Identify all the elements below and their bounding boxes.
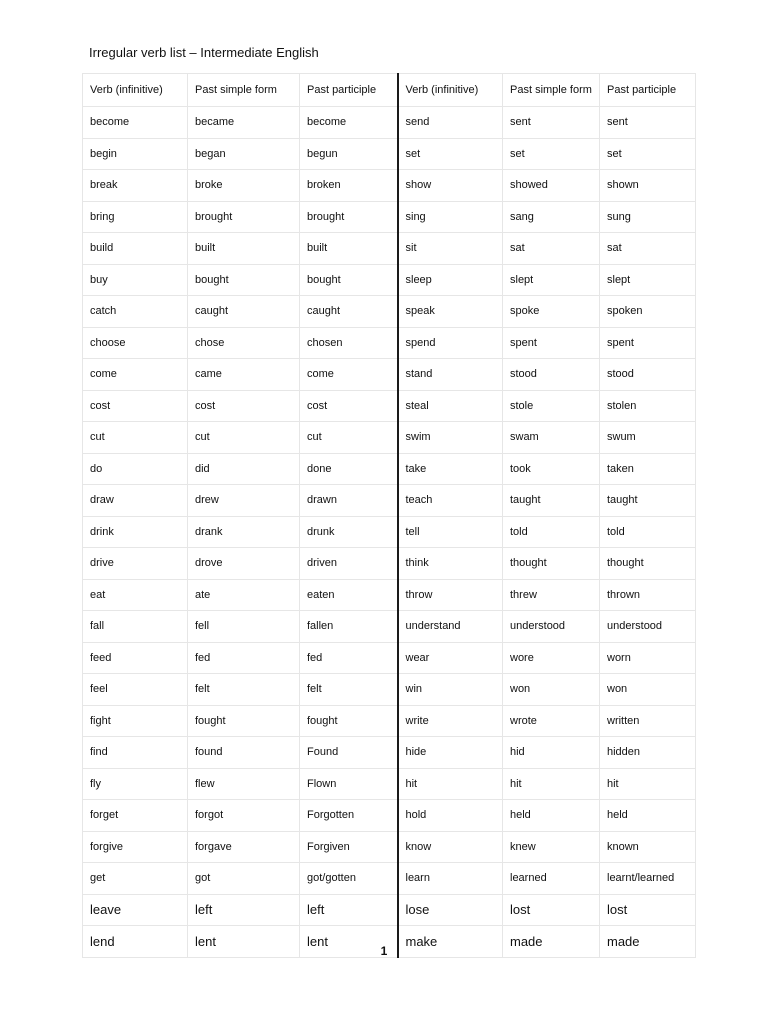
table-row: [83, 138, 696, 170]
cell-past-simple: sang: [503, 201, 600, 233]
cell-verb-infinitive: stand: [398, 359, 503, 391]
cell-verb-infinitive: sing: [398, 201, 503, 233]
cell-past-participle: shown: [600, 170, 696, 202]
table-row: [83, 894, 696, 926]
cell-past-simple: fell: [188, 611, 300, 643]
cell-verb-infinitive: sleep: [398, 264, 503, 296]
cell-past-participle: set: [600, 138, 696, 170]
cell-verb-infinitive: learn: [398, 863, 503, 895]
cell-past-simple: flew: [188, 768, 300, 800]
verb-table-container: [82, 73, 695, 958]
cell-verb-infinitive: catch: [83, 296, 188, 328]
cell-past-participle: fought: [300, 705, 398, 737]
cell-verb-infinitive: lend: [83, 926, 188, 958]
table-row: [83, 642, 696, 674]
cell-past-participle: held: [600, 800, 696, 832]
table-row: [83, 705, 696, 737]
cell-past-simple: forgot: [188, 800, 300, 832]
cell-past-participle: thought: [600, 548, 696, 580]
cell-past-participle: done: [300, 453, 398, 485]
cell-past-simple: broke: [188, 170, 300, 202]
cell-past-participle: hidden: [600, 737, 696, 769]
table-row: [83, 800, 696, 832]
cell-past-simple: cut: [188, 422, 300, 454]
cell-past-participle: Forgiven: [300, 831, 398, 863]
cell-verb-infinitive: write: [398, 705, 503, 737]
table-row: [83, 737, 696, 769]
cell-past-participle: sat: [600, 233, 696, 265]
cell-past-simple: stood: [503, 359, 600, 391]
page-number: 1: [380, 944, 388, 958]
cell-past-participle: swum: [600, 422, 696, 454]
cell-past-participle: understood: [600, 611, 696, 643]
column-header-past-simple: Past simple form: [503, 74, 600, 107]
cell-verb-infinitive: swim: [398, 422, 503, 454]
cell-past-participle: spoken: [600, 296, 696, 328]
cell-past-participle: cut: [300, 422, 398, 454]
cell-past-participle: drawn: [300, 485, 398, 517]
cell-past-participle: made: [600, 926, 696, 958]
cell-past-simple: lent: [188, 926, 300, 958]
column-header-verb-infinitive: Verb (infinitive): [83, 74, 188, 107]
cell-past-simple: cost: [188, 390, 300, 422]
cell-verb-infinitive: do: [83, 453, 188, 485]
cell-past-participle: Found: [300, 737, 398, 769]
cell-past-simple: got: [188, 863, 300, 895]
cell-past-simple: took: [503, 453, 600, 485]
cell-verb-infinitive: set: [398, 138, 503, 170]
cell-past-simple: fought: [188, 705, 300, 737]
cell-past-simple: held: [503, 800, 600, 832]
table-row: [83, 264, 696, 296]
cell-past-participle: sung: [600, 201, 696, 233]
cell-past-simple: became: [188, 107, 300, 139]
cell-past-simple: hid: [503, 737, 600, 769]
cell-past-participle: caught: [300, 296, 398, 328]
cell-past-simple: fed: [188, 642, 300, 674]
cell-past-participle: begun: [300, 138, 398, 170]
cell-verb-infinitive: fly: [83, 768, 188, 800]
cell-past-participle: brought: [300, 201, 398, 233]
cell-past-participle: become: [300, 107, 398, 139]
table-row: [83, 548, 696, 580]
cell-verb-infinitive: send: [398, 107, 503, 139]
cell-past-participle: eaten: [300, 579, 398, 611]
cell-past-simple: set: [503, 138, 600, 170]
cell-past-simple: chose: [188, 327, 300, 359]
cell-past-simple: forgave: [188, 831, 300, 863]
table-header-row: [83, 74, 696, 107]
cell-verb-infinitive: feed: [83, 642, 188, 674]
cell-verb-infinitive: spend: [398, 327, 503, 359]
cell-verb-infinitive: fall: [83, 611, 188, 643]
table-row: [83, 359, 696, 391]
cell-verb-infinitive: steal: [398, 390, 503, 422]
cell-verb-infinitive: hide: [398, 737, 503, 769]
cell-verb-infinitive: get: [83, 863, 188, 895]
cell-past-participle: broken: [300, 170, 398, 202]
cell-past-simple: spoke: [503, 296, 600, 328]
cell-past-simple: drove: [188, 548, 300, 580]
cell-verb-infinitive: choose: [83, 327, 188, 359]
cell-verb-infinitive: tell: [398, 516, 503, 548]
cell-verb-infinitive: eat: [83, 579, 188, 611]
cell-past-simple: began: [188, 138, 300, 170]
table-row: [83, 201, 696, 233]
cell-past-participle: thrown: [600, 579, 696, 611]
table-row: [83, 579, 696, 611]
cell-past-participle: bought: [300, 264, 398, 296]
cell-verb-infinitive: hit: [398, 768, 503, 800]
cell-past-participle: chosen: [300, 327, 398, 359]
cell-past-participle: got/gotten: [300, 863, 398, 895]
cell-verb-infinitive: teach: [398, 485, 503, 517]
cell-past-simple: found: [188, 737, 300, 769]
cell-past-participle: taken: [600, 453, 696, 485]
cell-past-simple: felt: [188, 674, 300, 706]
cell-verb-infinitive: take: [398, 453, 503, 485]
cell-past-participle: fed: [300, 642, 398, 674]
table-row: [83, 453, 696, 485]
cell-verb-infinitive: forget: [83, 800, 188, 832]
column-header-past-simple: Past simple form: [188, 74, 300, 107]
cell-past-participle: told: [600, 516, 696, 548]
cell-past-simple: swam: [503, 422, 600, 454]
cell-past-simple: built: [188, 233, 300, 265]
cell-past-participle: Flown: [300, 768, 398, 800]
table-row: [83, 296, 696, 328]
table-row: [83, 107, 696, 139]
cell-verb-infinitive: lose: [398, 894, 503, 926]
cell-verb-infinitive: forgive: [83, 831, 188, 863]
table-row: [83, 611, 696, 643]
cell-verb-infinitive: bring: [83, 201, 188, 233]
cell-verb-infinitive: break: [83, 170, 188, 202]
cell-verb-infinitive: show: [398, 170, 503, 202]
table-row: [83, 170, 696, 202]
cell-past-simple: came: [188, 359, 300, 391]
cell-verb-infinitive: understand: [398, 611, 503, 643]
cell-verb-infinitive: build: [83, 233, 188, 265]
cell-past-participle: come: [300, 359, 398, 391]
cell-past-simple: made: [503, 926, 600, 958]
cell-past-simple: sat: [503, 233, 600, 265]
cell-verb-infinitive: wear: [398, 642, 503, 674]
cell-past-participle: drunk: [300, 516, 398, 548]
cell-verb-infinitive: think: [398, 548, 503, 580]
cell-verb-infinitive: buy: [83, 264, 188, 296]
cell-past-participle: left: [300, 894, 398, 926]
cell-past-simple: thought: [503, 548, 600, 580]
cell-verb-infinitive: sit: [398, 233, 503, 265]
cell-past-simple: drew: [188, 485, 300, 517]
cell-past-simple: wrote: [503, 705, 600, 737]
cell-past-simple: bought: [188, 264, 300, 296]
cell-past-participle: driven: [300, 548, 398, 580]
cell-verb-infinitive: draw: [83, 485, 188, 517]
cell-verb-infinitive: drink: [83, 516, 188, 548]
cell-past-simple: left: [188, 894, 300, 926]
cell-past-simple: taught: [503, 485, 600, 517]
cell-past-simple: understood: [503, 611, 600, 643]
cell-verb-infinitive: cost: [83, 390, 188, 422]
cell-verb-infinitive: speak: [398, 296, 503, 328]
table-row: [83, 674, 696, 706]
cell-verb-infinitive: hold: [398, 800, 503, 832]
cell-verb-infinitive: begin: [83, 138, 188, 170]
cell-past-participle: written: [600, 705, 696, 737]
cell-past-participle: cost: [300, 390, 398, 422]
cell-past-participle: slept: [600, 264, 696, 296]
cell-past-participle: won: [600, 674, 696, 706]
cell-past-simple: ate: [188, 579, 300, 611]
cell-past-participle: stood: [600, 359, 696, 391]
cell-verb-infinitive: come: [83, 359, 188, 391]
page-title: Irregular verb list – Intermediate English: [89, 45, 319, 60]
cell-verb-infinitive: cut: [83, 422, 188, 454]
cell-past-participle: taught: [600, 485, 696, 517]
cell-verb-infinitive: know: [398, 831, 503, 863]
cell-past-simple: slept: [503, 264, 600, 296]
cell-past-participle: stolen: [600, 390, 696, 422]
cell-verb-infinitive: make: [398, 926, 503, 958]
cell-past-simple: told: [503, 516, 600, 548]
cell-past-participle: worn: [600, 642, 696, 674]
column-header-past-participle: Past participle: [300, 74, 398, 107]
cell-verb-infinitive: leave: [83, 894, 188, 926]
column-header-past-participle: Past participle: [600, 74, 696, 107]
table-row: [83, 516, 696, 548]
column-header-verb-infinitive: Verb (infinitive): [398, 74, 503, 107]
cell-past-simple: lost: [503, 894, 600, 926]
cell-verb-infinitive: become: [83, 107, 188, 139]
cell-past-participle: fallen: [300, 611, 398, 643]
cell-past-simple: learned: [503, 863, 600, 895]
table-row: [83, 233, 696, 265]
cell-past-participle: felt: [300, 674, 398, 706]
cell-verb-infinitive: drive: [83, 548, 188, 580]
cell-verb-infinitive: win: [398, 674, 503, 706]
cell-past-simple: caught: [188, 296, 300, 328]
cell-past-participle: learnt/learned: [600, 863, 696, 895]
cell-past-simple: threw: [503, 579, 600, 611]
cell-past-simple: knew: [503, 831, 600, 863]
cell-past-simple: wore: [503, 642, 600, 674]
table-row: [83, 390, 696, 422]
cell-past-simple: spent: [503, 327, 600, 359]
cell-past-simple: sent: [503, 107, 600, 139]
cell-verb-infinitive: feel: [83, 674, 188, 706]
cell-past-participle: lent: [300, 926, 398, 958]
cell-verb-infinitive: throw: [398, 579, 503, 611]
cell-past-simple: drank: [188, 516, 300, 548]
cell-past-simple: won: [503, 674, 600, 706]
table-row: [83, 422, 696, 454]
cell-past-simple: showed: [503, 170, 600, 202]
table-row: [83, 831, 696, 863]
table-row: [83, 485, 696, 517]
cell-past-participle: spent: [600, 327, 696, 359]
cell-past-participle: lost: [600, 894, 696, 926]
table-row: [83, 768, 696, 800]
cell-past-simple: did: [188, 453, 300, 485]
cell-past-participle: hit: [600, 768, 696, 800]
cell-past-participle: sent: [600, 107, 696, 139]
verb-table: [82, 73, 696, 958]
cell-past-simple: hit: [503, 768, 600, 800]
cell-past-participle: Forgotten: [300, 800, 398, 832]
cell-past-participle: built: [300, 233, 398, 265]
table-row: [83, 863, 696, 895]
cell-verb-infinitive: find: [83, 737, 188, 769]
cell-past-simple: brought: [188, 201, 300, 233]
table-row: [83, 327, 696, 359]
cell-verb-infinitive: fight: [83, 705, 188, 737]
cell-past-simple: stole: [503, 390, 600, 422]
cell-past-participle: known: [600, 831, 696, 863]
